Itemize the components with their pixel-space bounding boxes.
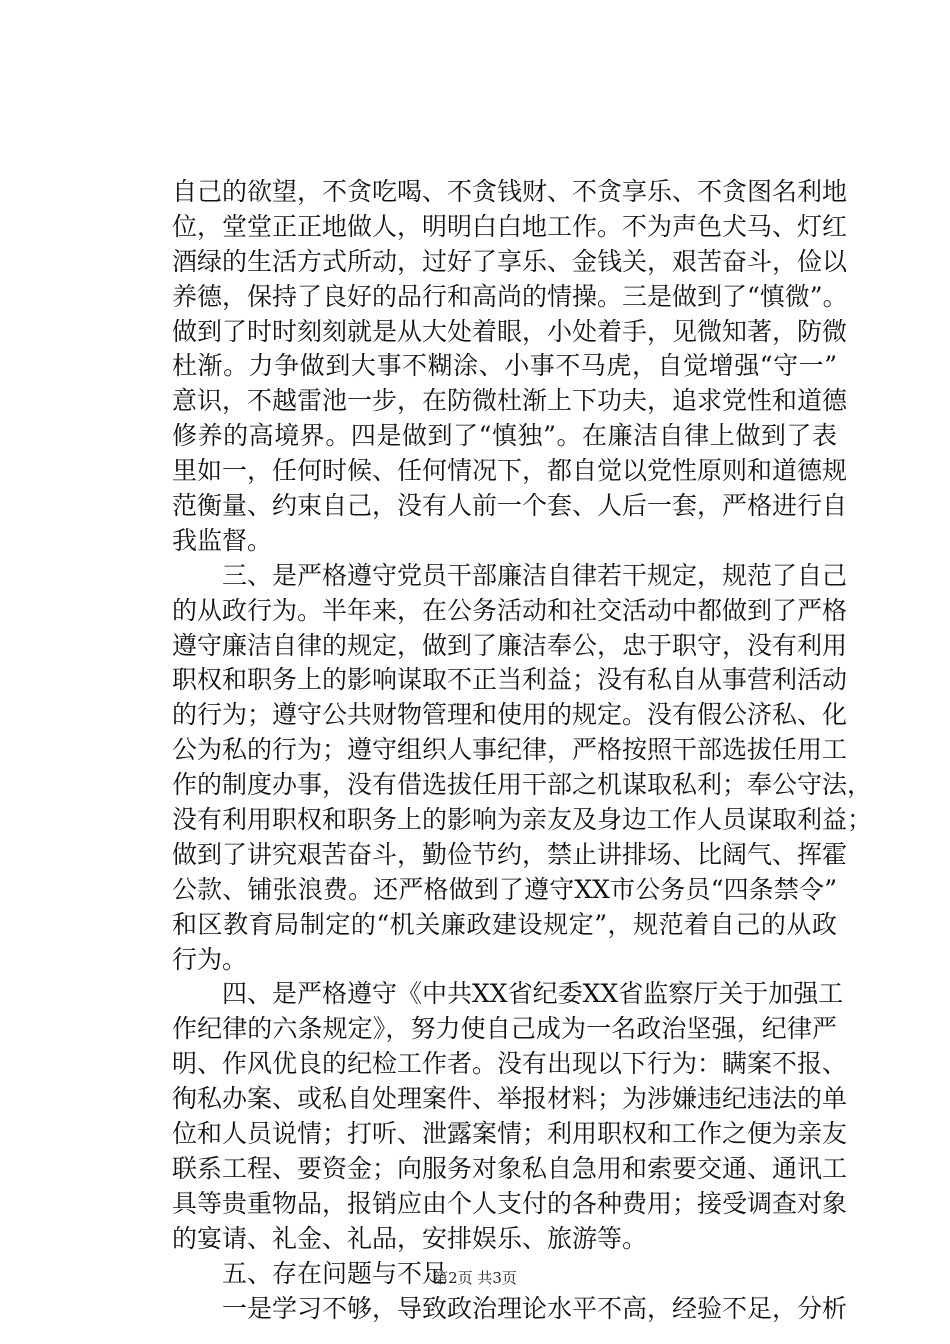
text-line: 职权和职务上的影响谋取不正当利益；没有私自从事营利活动 xyxy=(172,665,848,695)
text-line: 作纪律的六条规定》，努力使自己成为一名政治坚强，纪律严 xyxy=(172,1014,837,1044)
text-line: 意识，不越雷池一步，在防微杜渐上下功夫，追求党性和道德 xyxy=(172,386,848,416)
text-line: 没有利用职权和职务上的影响为亲友及身边工作人员谋取利益； xyxy=(172,805,873,835)
text-line: 位和人员说情；打听、泄露案情；利用职权和工作之便为亲友 xyxy=(172,1119,848,1149)
text-line: 里如一，任何时候、任何情况下，都自觉以党性原则和道德规 xyxy=(172,456,848,486)
text-line: 行为。 xyxy=(172,944,248,974)
text-line: 范衡量、约束自己，没有人前一个套、人后一套，严格进行自 xyxy=(172,491,848,521)
text-line: 修养的高境界。四是做到了“慎独”。在廉洁自律上做到了表 xyxy=(172,421,837,451)
text-line: 杜渐。力争做到大事不糊涂、小事不马虎，自觉增强“守一” xyxy=(172,351,837,381)
text-line: 的行为；遵守公共财物管理和使用的规定。没有假公济私、化 xyxy=(172,700,848,730)
text-line: 明、作风优良的纪检工作者。没有出现以下行为：瞒案不报、 xyxy=(172,1049,848,1079)
page-footer: 第2页 共3页 xyxy=(433,1269,517,1287)
text-line: 公为私的行为；遵守组织人事纪律，严格按照干部选拔任用工 xyxy=(172,735,848,765)
text-line: 徇私办案、或私自处理案件、举报材料；为涉嫌违纪违法的单 xyxy=(172,1084,848,1114)
text-line: 五、存在问题与不足 xyxy=(172,1258,448,1288)
text-line: 自己的欲望，不贪吃喝、不贪钱财、不贪享乐、不贪图名利地 xyxy=(172,177,848,206)
text-line: 四、是严格遵守《中共XX省纪委XX省监察厅关于加强工 xyxy=(172,979,844,1009)
text-line: 的从政行为。半年来，在公务活动和社交活动中都做到了严格 xyxy=(172,595,848,625)
text-line: 作的制度办事，没有借选拔任用干部之机谋取私利；奉公守法， xyxy=(172,770,873,800)
text-line: 酒绿的生活方式所动，过好了享乐、金钱关，艰苦奋斗，俭以 xyxy=(172,246,848,276)
text-line: 具等贵重物品，报销应由个人支付的各种费用；接受调查对象 xyxy=(172,1188,848,1218)
text-line: 我监督。 xyxy=(172,525,273,555)
text-line: 和区教育局制定的“机关廉政建设规定”，规范着自己的从政 xyxy=(172,909,837,939)
text-line: 做到了讲究艰苦奋斗，勤俭节约，禁止讲排场、比阔气、挥霍 xyxy=(172,839,848,869)
text-line: 做到了时时刻刻就是从大处着眼，小处着手，见微知著，防微 xyxy=(172,316,848,346)
text-line: 公款、铺张浪费。还严格做到了遵守XX市公务员“四条禁令” xyxy=(172,874,837,904)
text-line: 遵守廉洁自律的规定，做到了廉洁奉公，忠于职守，没有利用 xyxy=(172,630,848,660)
text-line: 联系工程、要资金；向服务对象私自急用和索要交通、通讯工 xyxy=(172,1153,848,1183)
text-line: 的宴请、礼金、礼品，安排娱乐、旅游等。 xyxy=(172,1223,648,1253)
body-text xyxy=(172,175,873,1326)
text-line: 三、是严格遵守党员干部廉洁自律若干规定，规范了自己 xyxy=(172,560,848,590)
text-line: 位，堂堂正正地做人，明明白白地工作。不为声色犬马、灯红 xyxy=(172,211,848,241)
text-line: 一是学习不够，导致政治理论水平不高，经验不足，分析 xyxy=(172,1293,848,1323)
text-line: 养德，保持了良好的品行和高尚的情操。三是做到了“慎微”。 xyxy=(172,281,848,311)
